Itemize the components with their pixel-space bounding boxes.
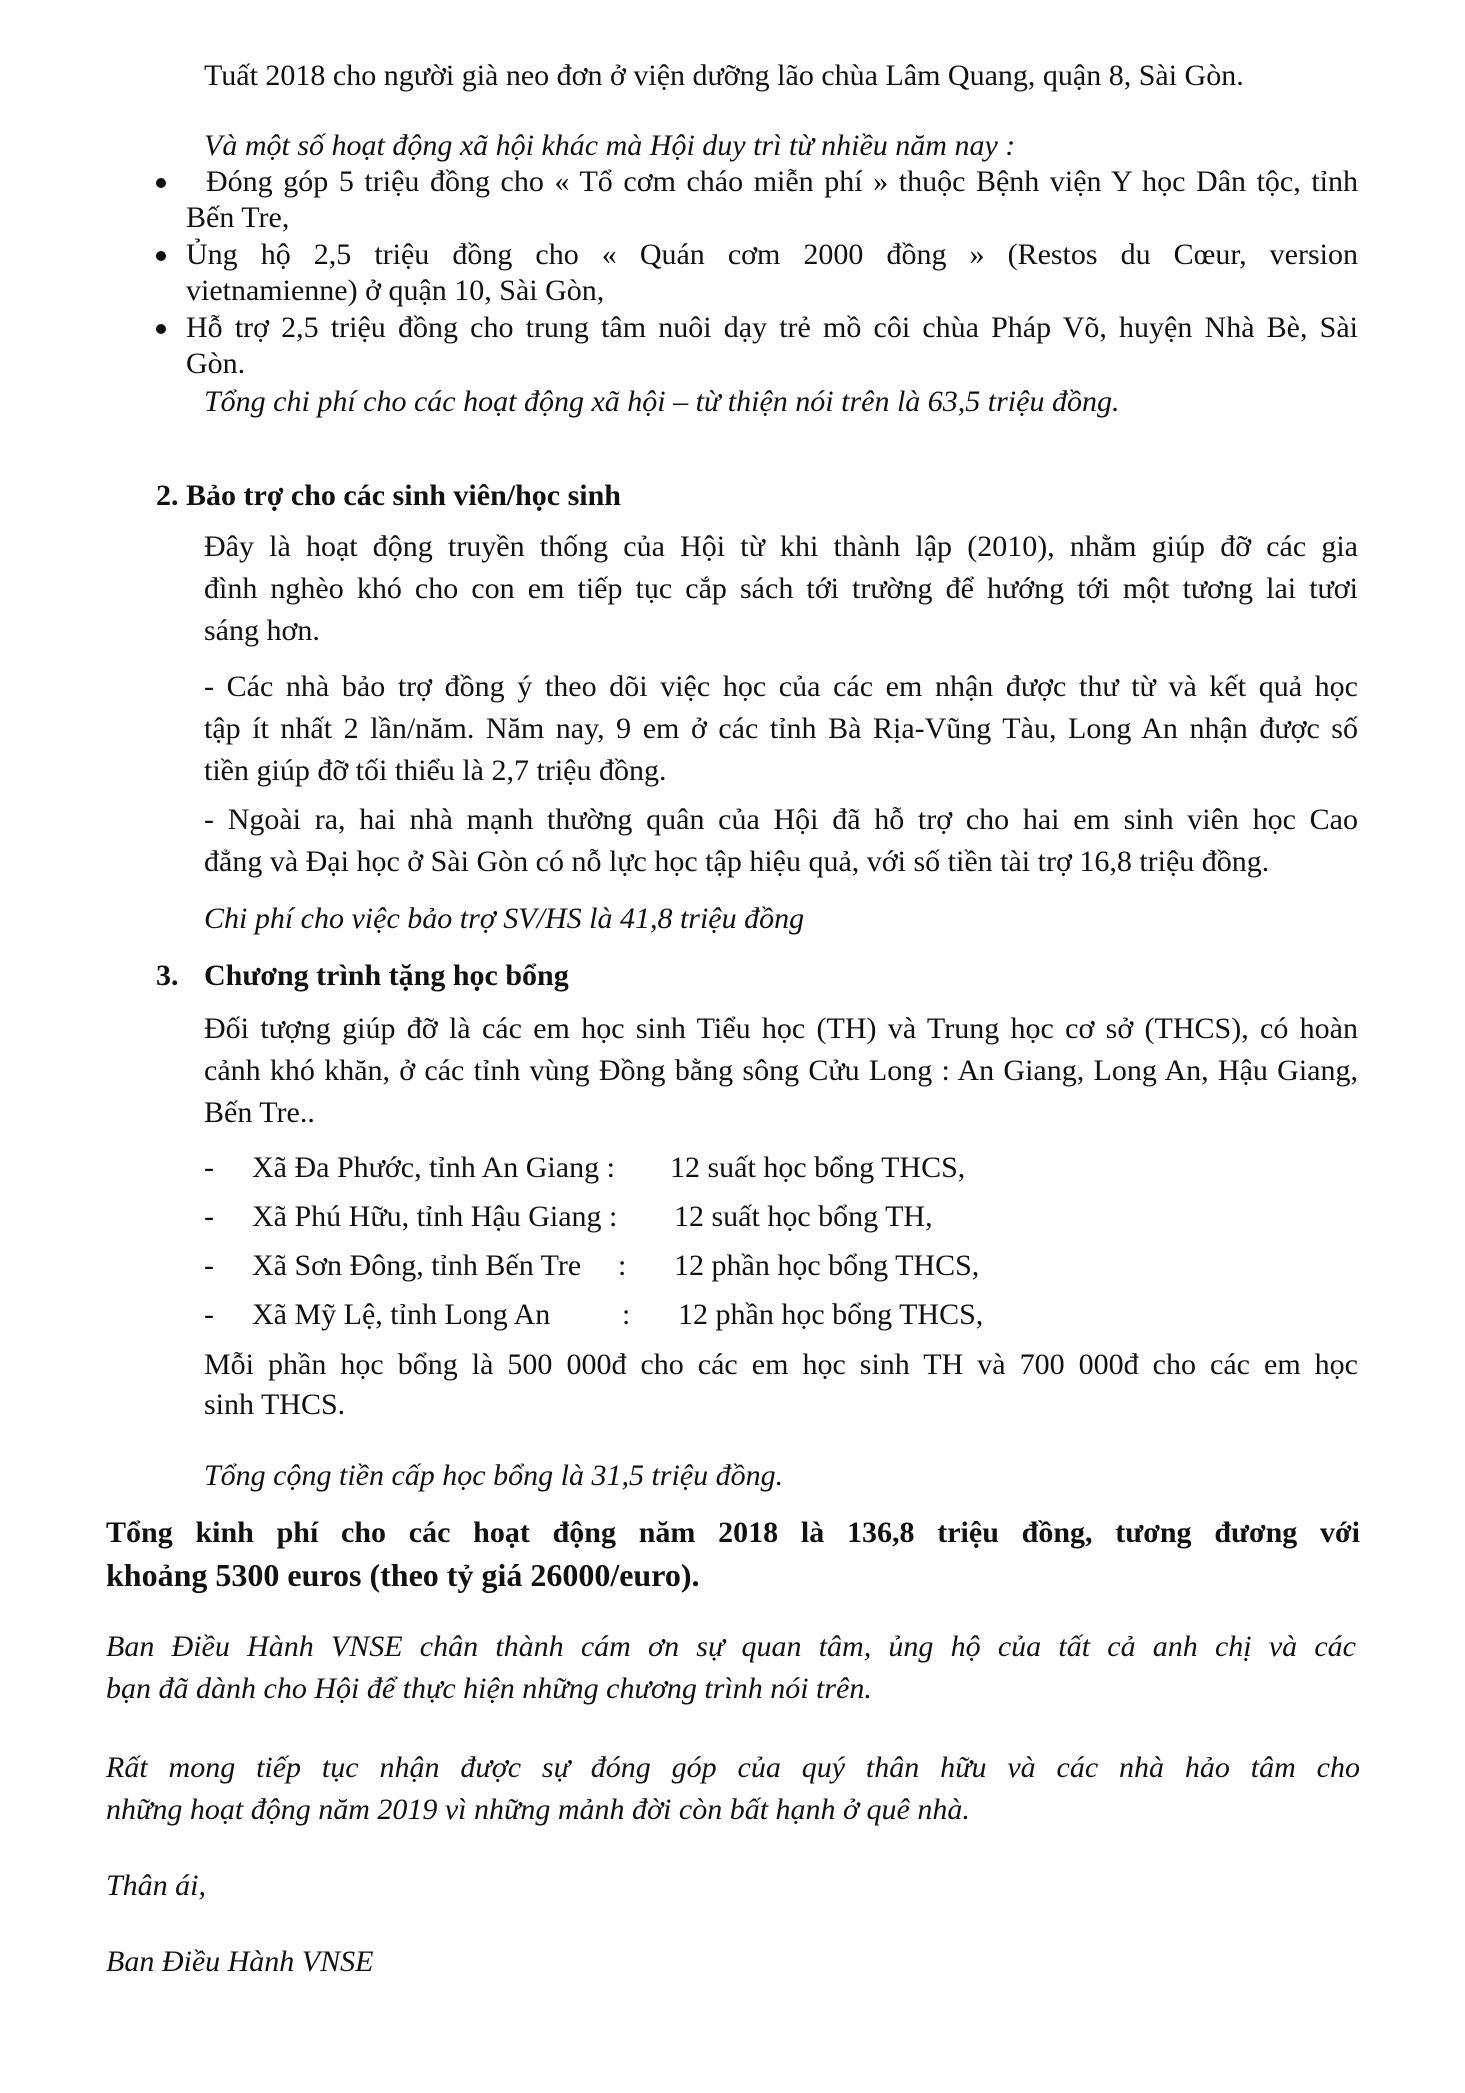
summary-line: Tổng kinh phí cho các hoạt động năm 2018 là 136,8 triệu đồng, tương đương với	[106, 1516, 1360, 1549]
bullet-item-line: Bến Tre,	[186, 201, 290, 234]
hope-line: những hoạt động năm 2019 vì những mảnh đời còn bất hạnh ở quê nhà.	[106, 1793, 970, 1826]
thanks-line: Ban Điều Hành VNSE chân thành cám ơn sự quan tâm, ủng hộ của tất cả anh chị và các	[106, 1630, 1356, 1663]
summary-line: khoảng 5300 euros (theo tỷ giá 26000/euro).	[106, 1557, 700, 1593]
paragraph-line: tập ít nhất 2 lần/năm. Năm nay, 9 em ở các tỉnh Bà Rịa-Vũng Tàu, Long An nhận được số	[204, 712, 1358, 745]
section-number: 3.	[156, 959, 179, 992]
list-item-place: Xã Đa Phước, tỉnh An Giang :	[252, 1151, 615, 1184]
list-item-colon: :	[622, 1298, 631, 1331]
list-item-colon: :	[618, 1249, 627, 1282]
paragraph-line: sinh THCS.	[204, 1388, 346, 1421]
bullet-item-line: Gòn.	[186, 347, 246, 380]
list-item-amount: 12 phần học bổng THCS,	[678, 1298, 984, 1331]
section-heading: 2. Bảo trợ cho các sinh viên/học sinh	[156, 479, 621, 512]
bullet-icon	[156, 324, 166, 334]
paragraph-line: Đây là hoạt động truyền thống của Hội từ khi thành lập (2010), nhằm giúp đỡ các gia	[204, 530, 1358, 563]
bullet-item-line: Ủng hộ 2,5 triệu đồng cho « Quán cơm 2000 đồng » (Restos du Cœur, version	[186, 238, 1358, 271]
list-item-amount: 12 suất học bổng TH,	[674, 1200, 933, 1233]
section-total: Chi phí cho việc bảo trợ SV/HS là 41,8 triệu đồng	[204, 902, 805, 935]
paragraph-line: Đối tượng giúp đỡ là các em học sinh Tiểu học (TH) và Trung học cơ sở (THCS), có hoàn	[204, 1012, 1358, 1045]
list-item-place: Xã Sơn Đông, tỉnh Bến Tre	[252, 1249, 582, 1282]
paragraph-line: Bến Tre..	[204, 1096, 315, 1129]
paragraph-line: tiền giúp đỡ tối thiểu là 2,7 triệu đồng.	[204, 754, 667, 787]
hope-line: Rất mong tiếp tục nhận được sự đóng góp của quý thân hữu và các nhà hảo tâm cho	[106, 1751, 1360, 1784]
paragraph-line: sáng hơn.	[204, 614, 320, 647]
thanks-line: bạn đã dành cho Hội để thực hiện những chương trình nói trên.	[106, 1672, 872, 1705]
list-item-place: Xã Phú Hữu, tỉnh Hậu Giang :	[252, 1200, 618, 1233]
list-dash: -	[204, 1249, 214, 1282]
bullet-item-line: Đóng góp 5 triệu đồng cho « Tổ cơm cháo miễn phí » thuộc Bệnh viện Y học Dân tộc, tỉnh	[206, 165, 1358, 198]
intro-line: Tuất 2018 cho người già neo đơn ở viện dưỡng lão chùa Lâm Quang, quận 8, Sài Gòn.	[204, 59, 1244, 92]
regards: Thân ái,	[106, 1869, 207, 1902]
paragraph-line: đình nghèo khó cho con em tiếp tục cắp sách tới trường để hướng tới một tương lai tươi	[204, 572, 1358, 605]
section-total: Tổng cộng tiền cấp học bổng là 31,5 triệu đồng.	[204, 1459, 784, 1492]
paragraph-line: Mỗi phần học bổng là 500 000đ cho các em học sinh TH và 700 000đ cho các em học	[204, 1348, 1358, 1381]
social-total: Tổng chi phí cho các hoạt động xã hội – từ thiện nói trên là 63,5 triệu đồng.	[204, 385, 1120, 418]
section-heading: Chương trình tặng học bổng	[204, 959, 569, 992]
bullet-icon	[156, 251, 166, 261]
bullet-icon	[156, 178, 166, 188]
list-item-amount: 12 suất học bổng THCS,	[670, 1151, 966, 1184]
paragraph-line: - Các nhà bảo trợ đồng ý theo dõi việc học của các em nhận được thư từ và kết quả học	[204, 670, 1358, 703]
signature: Ban Điều Hành VNSE	[106, 1945, 374, 1978]
bullet-item-line: Hỗ trợ 2,5 triệu đồng cho trung tâm nuôi dạy trẻ mồ côi chùa Pháp Võ, huyện Nhà Bè, Sài	[186, 311, 1358, 344]
paragraph-line: đẳng và Đại học ở Sài Gòn có nỗ lực học tập hiệu quả, với số tiền tài trợ 16,8 triệu đồng.	[204, 845, 1270, 878]
list-dash: -	[204, 1200, 214, 1233]
bullet-item-line: vietnamienne) ở quận 10, Sài Gòn,	[186, 274, 605, 307]
list-dash: -	[204, 1151, 214, 1184]
social-intro: Và một số hoạt động xã hội khác mà Hội duy trì từ nhiều năm nay :	[204, 129, 1016, 162]
paragraph-line: cảnh khó khăn, ở các tỉnh vùng Đồng bằng sông Cửu Long : An Giang, Long An, Hậu Giang,	[204, 1054, 1358, 1087]
paragraph-line: - Ngoài ra, hai nhà mạnh thường quân của Hội đã hỗ trợ cho hai em sinh viên học Cao	[204, 803, 1358, 836]
list-item-place: Xã Mỹ Lệ, tỉnh Long An	[252, 1298, 551, 1331]
list-dash: -	[204, 1298, 214, 1331]
list-item-amount: 12 phần học bổng THCS,	[674, 1249, 980, 1282]
